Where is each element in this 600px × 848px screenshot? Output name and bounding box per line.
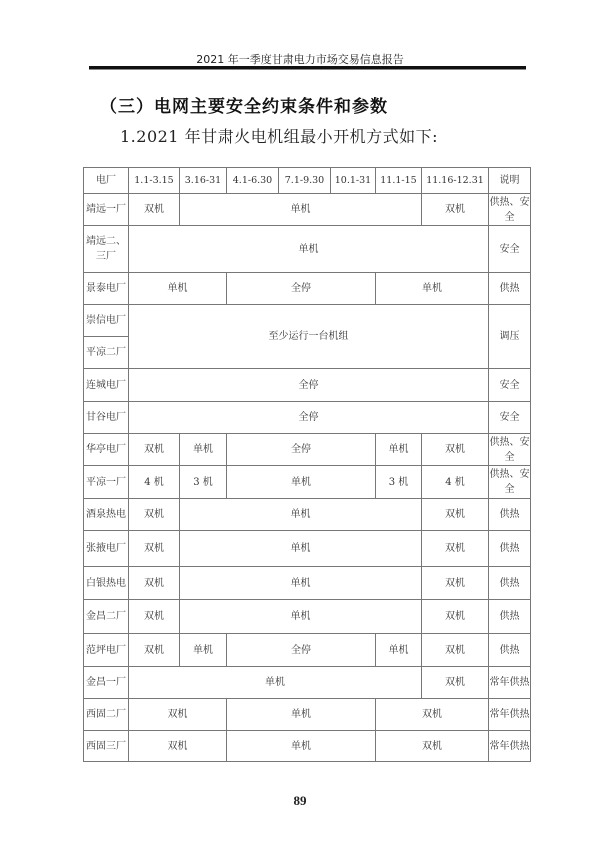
mode-cell: 单机 — [129, 667, 422, 699]
mode-cell: 单机 — [129, 273, 227, 305]
table-row — [84, 273, 531, 305]
plant-name: 张掖电厂 — [84, 531, 129, 567]
header-cell: 说明 — [489, 168, 531, 194]
header-cell: 电厂 — [84, 168, 129, 194]
plant-name: 金昌二厂 — [84, 600, 129, 634]
mode-cell: 单机 — [180, 567, 422, 600]
mode-cell: 单机 — [180, 434, 227, 466]
table-row — [84, 667, 531, 699]
table-row — [84, 634, 531, 667]
mode-cell: 全停 — [129, 369, 489, 402]
note-cell: 供热 — [489, 531, 531, 567]
mode-cell: 双机 — [422, 499, 489, 531]
mode-cell: 3 机 — [376, 466, 422, 499]
mode-cell: 全停 — [227, 434, 376, 466]
note-cell: 供热 — [489, 634, 531, 667]
running-header: 2021 年一季度甘肃电力市场交易信息报告 — [196, 53, 404, 66]
table-row — [84, 466, 531, 499]
header-rule-thin — [89, 69, 526, 70]
mode-cell: 双机 — [422, 600, 489, 634]
table-row — [84, 567, 531, 600]
table-row — [84, 402, 531, 434]
header-cell: 11.16-12.31 — [422, 168, 489, 194]
note-cell: 安全 — [489, 226, 531, 273]
mode-cell: 单机 — [180, 634, 227, 667]
mode-cell: 至少运行一台机组 — [129, 305, 489, 369]
table-row — [84, 699, 531, 731]
page-number: 89 — [293, 793, 307, 808]
mode-cell: 单机 — [180, 194, 422, 226]
plant-name: 连城电厂 — [84, 369, 129, 402]
mode-cell: 双机 — [129, 567, 180, 600]
mode-cell: 单机 — [129, 226, 489, 273]
plant-name: 平凉二厂 — [84, 337, 129, 369]
table-row — [84, 600, 531, 634]
note-cell: 供热 — [489, 499, 531, 531]
mode-cell: 双机 — [422, 634, 489, 667]
plant-name: 酒泉热电 — [84, 499, 129, 531]
table-row — [84, 531, 531, 567]
header-cell: 10.1-31 — [331, 168, 376, 194]
header-cell: 4.1-6.30 — [227, 168, 279, 194]
mode-cell: 双机 — [129, 731, 227, 762]
note-cell: 供热 — [489, 273, 531, 305]
header-cell: 3.16-31 — [180, 168, 227, 194]
mode-cell: 单机 — [376, 634, 422, 667]
subsection-title: 1.2021 年甘肃火电机组最小开机方式如下: — [120, 127, 438, 146]
table-row — [84, 731, 531, 762]
plant-name: 西固三厂 — [84, 731, 129, 762]
table-row — [84, 434, 531, 466]
mode-cell: 全停 — [227, 634, 376, 667]
mode-cell: 双机 — [129, 194, 180, 226]
table-row — [84, 369, 531, 402]
mode-cell: 4 机 — [422, 466, 489, 499]
mode-cell: 单机 — [376, 434, 422, 466]
table-row — [84, 194, 531, 226]
mode-cell: 双机 — [422, 531, 489, 567]
header-cell: 11.1-15 — [376, 168, 422, 194]
note-cell: 供热、安全 — [489, 434, 531, 466]
mode-cell: 单机 — [227, 466, 376, 499]
plant-name: 范坪电厂 — [84, 634, 129, 667]
mode-cell: 双机 — [376, 699, 489, 731]
mode-cell: 双机 — [129, 499, 180, 531]
mode-cell: 4 机 — [129, 466, 180, 499]
mode-cell: 单机 — [376, 273, 489, 305]
table-row — [84, 499, 531, 531]
plant-name: 甘谷电厂 — [84, 402, 129, 434]
note-cell: 供热、安全 — [489, 466, 531, 499]
mode-cell: 3 机 — [180, 466, 227, 499]
note-cell: 常年供热 — [489, 731, 531, 762]
note-cell: 安全 — [489, 402, 531, 434]
table-header-row — [84, 168, 531, 194]
plant-name: 景泰电厂 — [84, 273, 129, 305]
mode-cell: 双机 — [376, 731, 489, 762]
mode-cell: 单机 — [180, 600, 422, 634]
mode-cell: 双机 — [129, 434, 180, 466]
note-cell: 供热、安全 — [489, 194, 531, 226]
header-cell: 1.1-3.15 — [129, 168, 180, 194]
plant-name: 崇信电厂 — [84, 305, 129, 337]
mode-cell: 单机 — [180, 499, 422, 531]
note-cell: 常年供热 — [489, 699, 531, 731]
plant-name: 华亭电厂 — [84, 434, 129, 466]
table-row — [84, 226, 531, 273]
mode-cell: 双机 — [129, 600, 180, 634]
plant-name: 西固二厂 — [84, 699, 129, 731]
mode-cell: 双机 — [129, 531, 180, 567]
mode-cell: 全停 — [129, 402, 489, 434]
note-cell: 常年供热 — [489, 667, 531, 699]
note-cell: 安全 — [489, 369, 531, 402]
mode-cell: 单机 — [227, 731, 376, 762]
min-unit-operation-table — [83, 167, 531, 762]
plant-name: 靖远一厂 — [84, 194, 129, 226]
note-cell: 供热 — [489, 567, 531, 600]
note-cell: 调压 — [489, 305, 531, 369]
plant-name: 金昌一厂 — [84, 667, 129, 699]
mode-cell: 双机 — [422, 567, 489, 600]
table-row — [84, 305, 531, 337]
section-title: （三）电网主要安全约束条件和参数 — [100, 97, 388, 117]
mode-cell: 双机 — [422, 667, 489, 699]
mode-cell: 双机 — [422, 434, 489, 466]
mode-cell: 单机 — [227, 699, 376, 731]
plant-name: 平凉一厂 — [84, 466, 129, 499]
header-cell: 7.1-9.30 — [279, 168, 331, 194]
plant-name: 靖远二、三厂 — [84, 226, 129, 273]
mode-cell: 全停 — [227, 273, 376, 305]
mode-cell: 双机 — [129, 699, 227, 731]
plant-name: 白银热电 — [84, 567, 129, 600]
mode-cell: 双机 — [129, 634, 180, 667]
mode-cell: 单机 — [180, 531, 422, 567]
note-cell: 供热 — [489, 600, 531, 634]
mode-cell: 双机 — [422, 194, 489, 226]
